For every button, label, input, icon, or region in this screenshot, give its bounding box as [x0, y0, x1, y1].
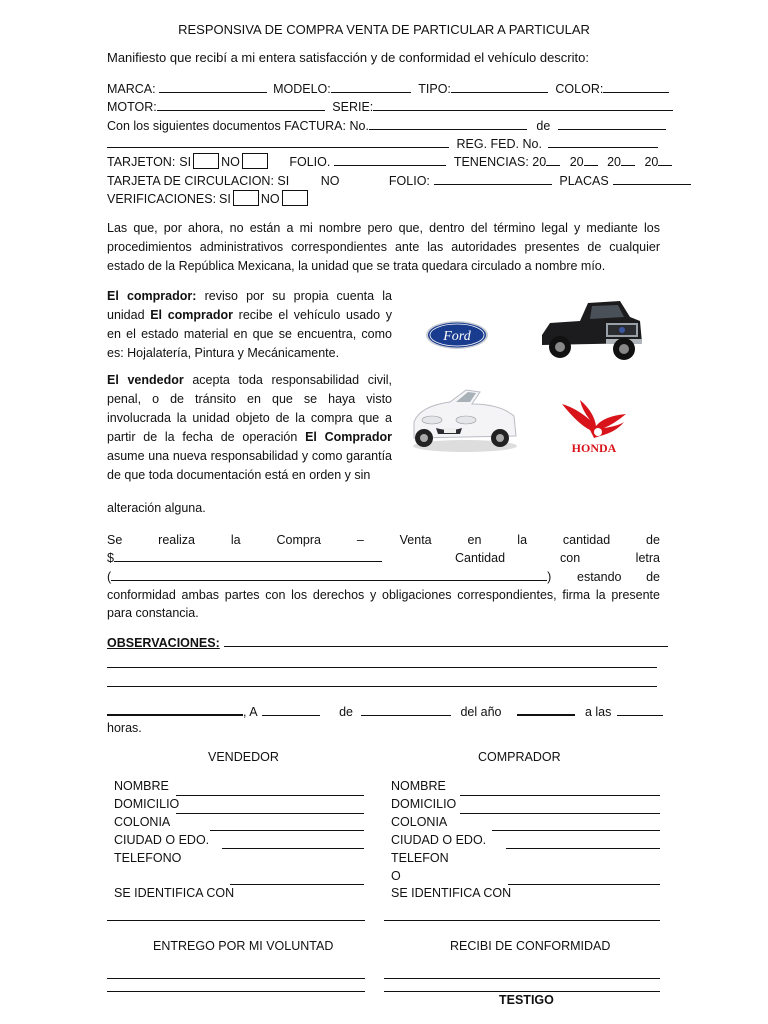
compra-venta-line-4: conformidad ambas partes con los derechos y obligaciones correspondientes, firma la presente para constancia.	[107, 588, 660, 620]
paragraph-legal: Las que, por ahora, no están a mi nombre pero que, dentro del término legal y mediante los procedimientos administrativos correspondientes ante las autoridades presentes de cualquier estado de la República Mexicana, la unidad que se trata quedara circulado a nombre mío.	[107, 221, 660, 273]
comprador-identifica-line[interactable]	[384, 920, 660, 921]
tarjeton-no-box[interactable]	[242, 153, 268, 169]
compra-venta-line-3: ( ) estando de	[107, 570, 660, 584]
date-line: , A de del año a las	[107, 702, 660, 721]
vehicle-row-5: TARJETON: SI NO FOLIO. TENENCIAS: 20 20 20 20	[107, 153, 660, 171]
entrego-signature-line-2[interactable]	[107, 991, 365, 992]
horas-text: horas.	[107, 721, 142, 735]
testigo-label: TESTIGO	[499, 993, 554, 1007]
pickup-truck-image	[536, 295, 646, 367]
recibi-signature-line-1[interactable]	[384, 978, 660, 979]
vehicle-row-3: Con los siguientes documentos FACTURA: No. de	[107, 117, 660, 135]
vehicle-row-7: VERIFICACIONES: SI NO	[107, 190, 660, 208]
compra-venta-line-2: $ Cantidad con letra	[107, 551, 660, 565]
comprador-telefono-label-2: O	[391, 869, 401, 883]
comprador-domicilio-label: DOMICILIO	[391, 797, 457, 811]
honda-logo	[560, 398, 628, 456]
comprador-nombre-line[interactable]	[460, 795, 660, 796]
verif-si-box[interactable]	[233, 190, 259, 206]
compra-venta-line-1: Se realiza la Compra – Venta en la cantidad de	[107, 533, 660, 547]
recibi-label: RECIBI DE CONFORMIDAD	[450, 939, 611, 953]
comprador-colonia-label: COLONIA	[391, 815, 448, 829]
vendedor-identifica-label: SE IDENTIFICA CON	[114, 886, 235, 900]
comprador-ciudad-label: CIUDAD O EDO.	[391, 833, 487, 847]
vendedor-nombre-label: NOMBRE	[114, 779, 169, 793]
comprador-domicilio-line[interactable]	[460, 813, 660, 814]
document-title: RESPONSIVA DE COMPRA VENTA DE PARTICULAR A PARTICULAR	[178, 22, 590, 37]
vendedor-colonia-line[interactable]	[210, 830, 364, 831]
vendedor-ciudad-label: CIUDAD O EDO.	[114, 833, 210, 847]
convertible-car-image	[410, 380, 520, 456]
paragraph-comprador: El comprador: reviso por su propia cuenta la unidad El comprador recibe el vehículo usado y en el estado material en que se encuentra, como es: Hojalatería, Pintura y Mecánicamente.	[107, 289, 392, 360]
vehicle-row-2: MOTOR: SERIE:	[107, 98, 660, 116]
tarjeton-si-box[interactable]	[193, 153, 219, 169]
vendedor-ciudad-line[interactable]	[222, 848, 364, 849]
svg-text:HONDA: HONDA	[571, 441, 617, 455]
entrego-label: ENTREGO POR MI VOLUNTAD	[153, 939, 334, 953]
vendedor-colonia-label: COLONIA	[114, 815, 171, 829]
comprador-nombre-label: NOMBRE	[391, 779, 446, 793]
verif-no-box[interactable]	[282, 190, 308, 206]
vehicle-row-6: TARJETA DE CIRCULACION: SI NO FOLIO: PLACAS	[107, 172, 660, 190]
vehicle-row-4: REG. FED. No.	[107, 135, 660, 153]
testigo-signature-line[interactable]	[384, 991, 660, 992]
vendedor-nombre-line[interactable]	[176, 795, 364, 796]
vendedor-heading: VENDEDOR	[208, 750, 279, 764]
comprador-telefono-line[interactable]	[508, 884, 660, 885]
vendedor-domicilio-label: DOMICILIO	[114, 797, 180, 811]
observaciones-line-2[interactable]	[107, 667, 657, 668]
vendedor-identifica-line[interactable]	[107, 920, 365, 921]
comprador-ciudad-line[interactable]	[506, 848, 660, 849]
vendedor-telefono-line[interactable]	[230, 884, 364, 885]
comprador-identifica-label: SE IDENTIFICA CON	[391, 886, 512, 900]
observaciones-row: OBSERVACIONES:	[107, 634, 660, 652]
paragraph-vendedor: El vendedor acepta toda responsabilidad civil, penal, o de tránsito en que se haya visto involucrada la unidad objeto de la compra que a partir de la fecha de operación El Comprador asume una nueva responsabilidad y como garantía de que toda documentación está en orden y sin	[107, 373, 392, 482]
vendedor-telefono-label: TELEFONO	[114, 851, 182, 865]
alteracion-text: alteración alguna.	[107, 501, 206, 515]
comprador-heading: COMPRADOR	[478, 750, 561, 764]
vendedor-domicilio-line[interactable]	[176, 813, 364, 814]
entrego-signature-line-1[interactable]	[107, 978, 365, 979]
svg-text:Ford: Ford	[443, 329, 471, 344]
observaciones-line-3[interactable]	[107, 686, 657, 687]
ford-logo	[425, 320, 489, 350]
intro-text: Manifiesto que recibí a mi entera satisfacción y de conformidad el vehículo descrito:	[107, 50, 589, 65]
comprador-telefono-label-1: TELEFON	[391, 851, 449, 865]
vehicle-row-1: MARCA: MODELO: TIPO: COLOR:	[107, 80, 660, 98]
comprador-colonia-line[interactable]	[492, 830, 660, 831]
